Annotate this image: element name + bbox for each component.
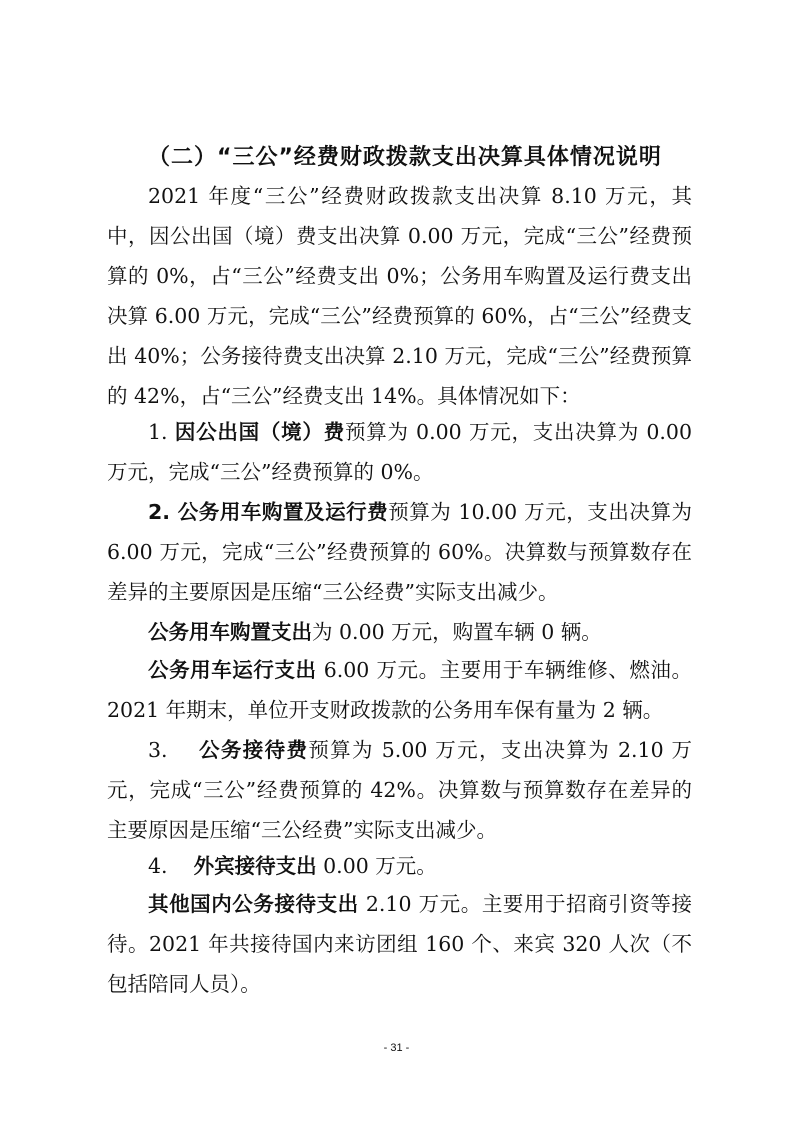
page-number: - 31 -: [383, 1042, 410, 1054]
item-title: 公务用车运行支出: [148, 658, 317, 682]
paragraph-summary: [107, 176, 692, 416]
item-text: 0.00 万元。: [316, 854, 437, 878]
paragraph-vehicle-operation: [107, 650, 692, 730]
paragraph-domestic-reception: [107, 884, 692, 1004]
section-heading: （二）“三公”经费财政拨款支出决算具体情况说明: [148, 145, 662, 170]
summary-text: 2021 年度“三公”经费财政拨款支出决算 8.10 万元，其中，因公出国（境）费支出决算 0.00 万元，完成“三公”经费预算的 0%，占“三公”经费支出 0%；公务用车购置及运行费支出决算 6.00 万元，完成“三公”经费预算的 60%，占“三公”经费支出 40%；公务接待费支出决算 2.10 万元，完成“三公”经费预算的 42%，占“三公”经费支出 14%。具体情况如下：: [107, 184, 692, 408]
item-title: 外宾接待支出: [193, 854, 317, 878]
item-text: 预算为 0.00 万元，支出决算为 0.00 万元，完成“三公”经费预算的 0%。: [107, 420, 693, 484]
item-title: 公务用车购置及运行费: [177, 500, 389, 524]
item-number: 4.: [148, 854, 194, 878]
item-text: 预算为 10.00 万元，支出决算为 6.00 万元，完成“三公”经费预算的 60%。决算数与预算数存在差异的主要原因是压缩“三公经费”实际支出减少。: [107, 500, 692, 604]
paragraph-overseas-travel: [107, 412, 692, 492]
item-title: 因公出国（境）费: [174, 420, 345, 444]
item-number: 1.: [148, 420, 175, 444]
item-text: 预算为 5.00 万元，支出决算为 2.10 万元，完成“三公”经费预算的 42%。决算数与预算数存在差异的主要原因是压缩“三公经费”实际支出减少。: [107, 738, 693, 842]
paragraph-foreign-guests: [107, 846, 692, 886]
item-text: 2.10 万元。主要用于招商引资等接待。2021 年共接待国内来访团组 160 个、来宾 320 人次（不包括陪同人员）。: [107, 892, 692, 996]
item-title: 公务用车购置支出: [148, 620, 312, 644]
item-text: 6.00 万元。主要用于车辆维修、燃油。2021 年期末，单位开支财政拨款的公务用车保有量为 2 辆。: [107, 658, 692, 722]
item-text: 为 0.00 万元，购置车辆 0 辆。: [312, 620, 602, 644]
item-number: 3.: [148, 738, 200, 762]
paragraph-vehicle-costs: [107, 492, 692, 612]
paragraph-reception: [107, 730, 692, 850]
item-number: 2.: [148, 500, 178, 524]
paragraph-vehicle-purchase: [107, 612, 692, 652]
item-title: 公务接待费: [199, 738, 309, 762]
item-title: 其他国内公务接待支出: [148, 892, 359, 916]
